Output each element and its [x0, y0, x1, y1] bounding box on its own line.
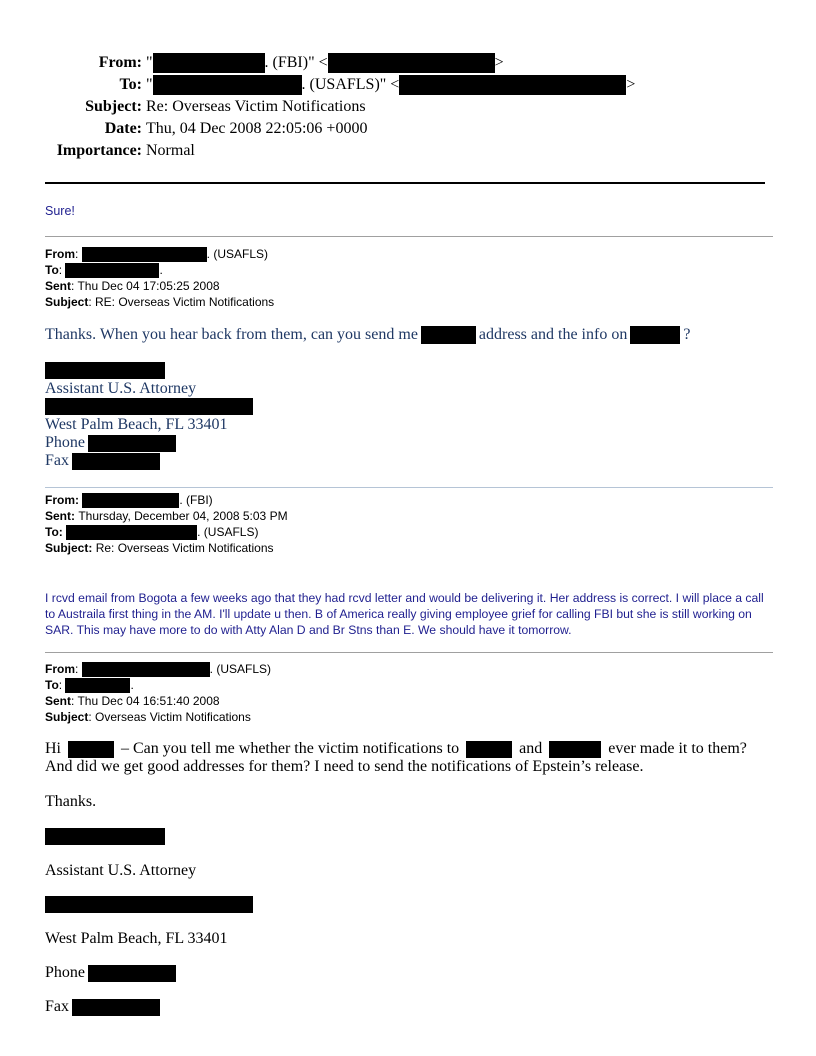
msg2-sig-fax: Fax: [45, 452, 69, 469]
redaction-box: [399, 75, 626, 95]
message-divider: [45, 236, 773, 237]
msg4-sent-label: Sent: [45, 694, 72, 708]
msg2-from-row: From : . (USAFLS): [45, 247, 269, 261]
redaction-box: [88, 435, 176, 452]
redaction-box: [45, 362, 165, 379]
msg3-subject-row: [45, 541, 274, 556]
message-divider: [45, 487, 773, 488]
msg2-sent-value: : Thu Dec 04 17:05:25 2008: [71, 279, 220, 293]
msg4-to-row: To : .: [45, 678, 134, 692]
msg4-body-part: ever made it to them? And did we get good addresses for them? I need to send the notifications of Epstein’s release.: [45, 740, 747, 775]
redaction-box: [153, 75, 302, 95]
redaction-box: [328, 53, 495, 73]
redaction-box: [549, 741, 601, 758]
msg4-subject-row: [45, 710, 251, 725]
msg4-subject-value: : Overseas Victim Notifications: [88, 710, 251, 724]
msg4-body-part: – Can you tell me whether the victim notifications to: [121, 740, 460, 757]
header-importance-label: Importance:: [56, 142, 142, 159]
msg4-sent-row: [45, 694, 220, 709]
msg2-sig-fax-row: [45, 452, 163, 470]
redaction-box: [82, 247, 207, 262]
header-from-close: >: [494, 54, 504, 71]
redaction-box: [66, 525, 197, 540]
msg4-sig-fax: Fax: [45, 998, 69, 1015]
header-date-label: Date:: [104, 120, 142, 137]
redaction-box: [72, 999, 160, 1016]
msg4-body: [45, 740, 775, 776]
header-subject-value: Re: Overseas Victim Notifications: [146, 98, 366, 115]
redaction-box: [45, 398, 253, 415]
msg2-body-part: ?: [683, 326, 691, 343]
msg2-to-suffix: .: [159, 263, 163, 277]
msg2-sent-row: [45, 279, 220, 294]
header-divider: [45, 182, 765, 184]
reply-body: Sure!: [45, 204, 75, 218]
msg2-sent-label: Sent: [45, 279, 72, 293]
redaction-box: [45, 896, 253, 913]
msg4-to-suffix: .: [130, 678, 134, 692]
msg4-sig-city: West Palm Beach, FL 33401: [45, 930, 228, 947]
header-importance-value: Normal: [146, 142, 195, 159]
msg2-body-part: address and the info on: [478, 326, 628, 343]
header-from-label: From:: [98, 54, 142, 71]
msg3-sent-value: Thursday, December 04, 2008 5:03 PM: [78, 509, 288, 523]
msg4-from-suffix: . (USAFLS): [209, 662, 272, 676]
msg2-from-suffix: . (USAFLS): [206, 247, 269, 261]
redaction-box: [630, 326, 680, 344]
message-divider: [45, 652, 773, 653]
msg4-from-row: From : . (USAFLS): [45, 662, 272, 676]
msg3-body: I rcvd email from Bogota a few weeks ago that they had rcvd letter and would be delivering it. Her address is correct. I will place a call to Austraila first thing in the AM. I'll update u then. B of America really giving employee grief for calling FBI but she is still working on SAR. This may have more to do with Atty Alan D and Br Stns than E. We should have it tomorrow.: [45, 591, 764, 637]
header-to-org: . (USAFLS)" <: [301, 76, 400, 93]
redaction-box: [421, 326, 476, 344]
msg4-body-part: Hi: [45, 740, 61, 757]
msg2-from-label: From: [45, 247, 75, 261]
redaction-box: [466, 741, 512, 758]
msg4-sent-value: : Thu Dec 04 16:51:40 2008: [71, 694, 220, 708]
msg2-subject-value: : RE: Overseas Victim Notifications: [88, 295, 275, 309]
msg2-subject-row: [45, 295, 274, 310]
header-to-close: >: [626, 76, 636, 93]
msg4-sig-phone-row: [45, 964, 179, 982]
msg4-sig-fax-row: [45, 998, 163, 1016]
msg4-body-part: and: [519, 740, 543, 757]
msg3-to-row: [45, 525, 258, 540]
header-from-org: . (FBI)" <: [264, 54, 328, 71]
redaction-box: [153, 53, 265, 73]
redaction-box: [82, 493, 179, 508]
msg4-from-label: From: [45, 662, 75, 676]
redaction-box: [82, 662, 210, 677]
header-to-label: To:: [119, 76, 142, 93]
msg2-sig-city: West Palm Beach, FL 33401: [45, 416, 228, 433]
redaction-box: [65, 263, 159, 278]
msg2-sig-title: Assistant U.S. Attorney: [45, 380, 197, 397]
msg3-sent-row: [45, 509, 288, 524]
header-date-value: Thu, 04 Dec 2008 22:05:06 +0000: [146, 120, 368, 137]
msg2-body: [45, 326, 690, 344]
redaction-box: [72, 453, 160, 470]
redaction-box: [45, 828, 165, 845]
msg3-subject-value: Re: Overseas Victim Notifications: [95, 541, 274, 555]
msg3-from-label: From:: [45, 493, 79, 507]
header-subject-label: Subject:: [85, 98, 142, 115]
msg4-sig-title: Assistant U.S. Attorney: [45, 862, 197, 879]
msg2-to-label: To: [45, 263, 59, 277]
msg3-from-suffix: . (FBI): [179, 493, 213, 507]
msg4-subject-label: Subject: [45, 710, 89, 724]
msg4-sig-phone: Phone: [45, 964, 85, 981]
msg3-to-suffix: . (USAFLS): [197, 525, 259, 539]
msg2-body-part: Thanks. When you hear back from them, can you send me: [45, 326, 418, 343]
msg3-to-label: To:: [45, 525, 63, 539]
redaction-box: [88, 965, 176, 982]
redaction-box: [68, 741, 114, 758]
msg3-subject-label: Subject:: [45, 541, 93, 555]
msg2-sig-phone-row: [45, 434, 179, 452]
redaction-box: [65, 678, 130, 693]
msg2-subject-label: Subject: [45, 295, 89, 309]
msg2-to-row: To : .: [45, 263, 163, 277]
msg2-sig-phone: Phone: [45, 434, 85, 451]
header-to-quote: ": [146, 76, 153, 93]
msg3-sent-label: Sent:: [45, 509, 75, 523]
msg3-from-row: [45, 493, 213, 508]
header-from-quote: ": [146, 54, 153, 71]
msg4-thanks: Thanks.: [45, 793, 97, 810]
msg4-to-label: To: [45, 678, 59, 692]
